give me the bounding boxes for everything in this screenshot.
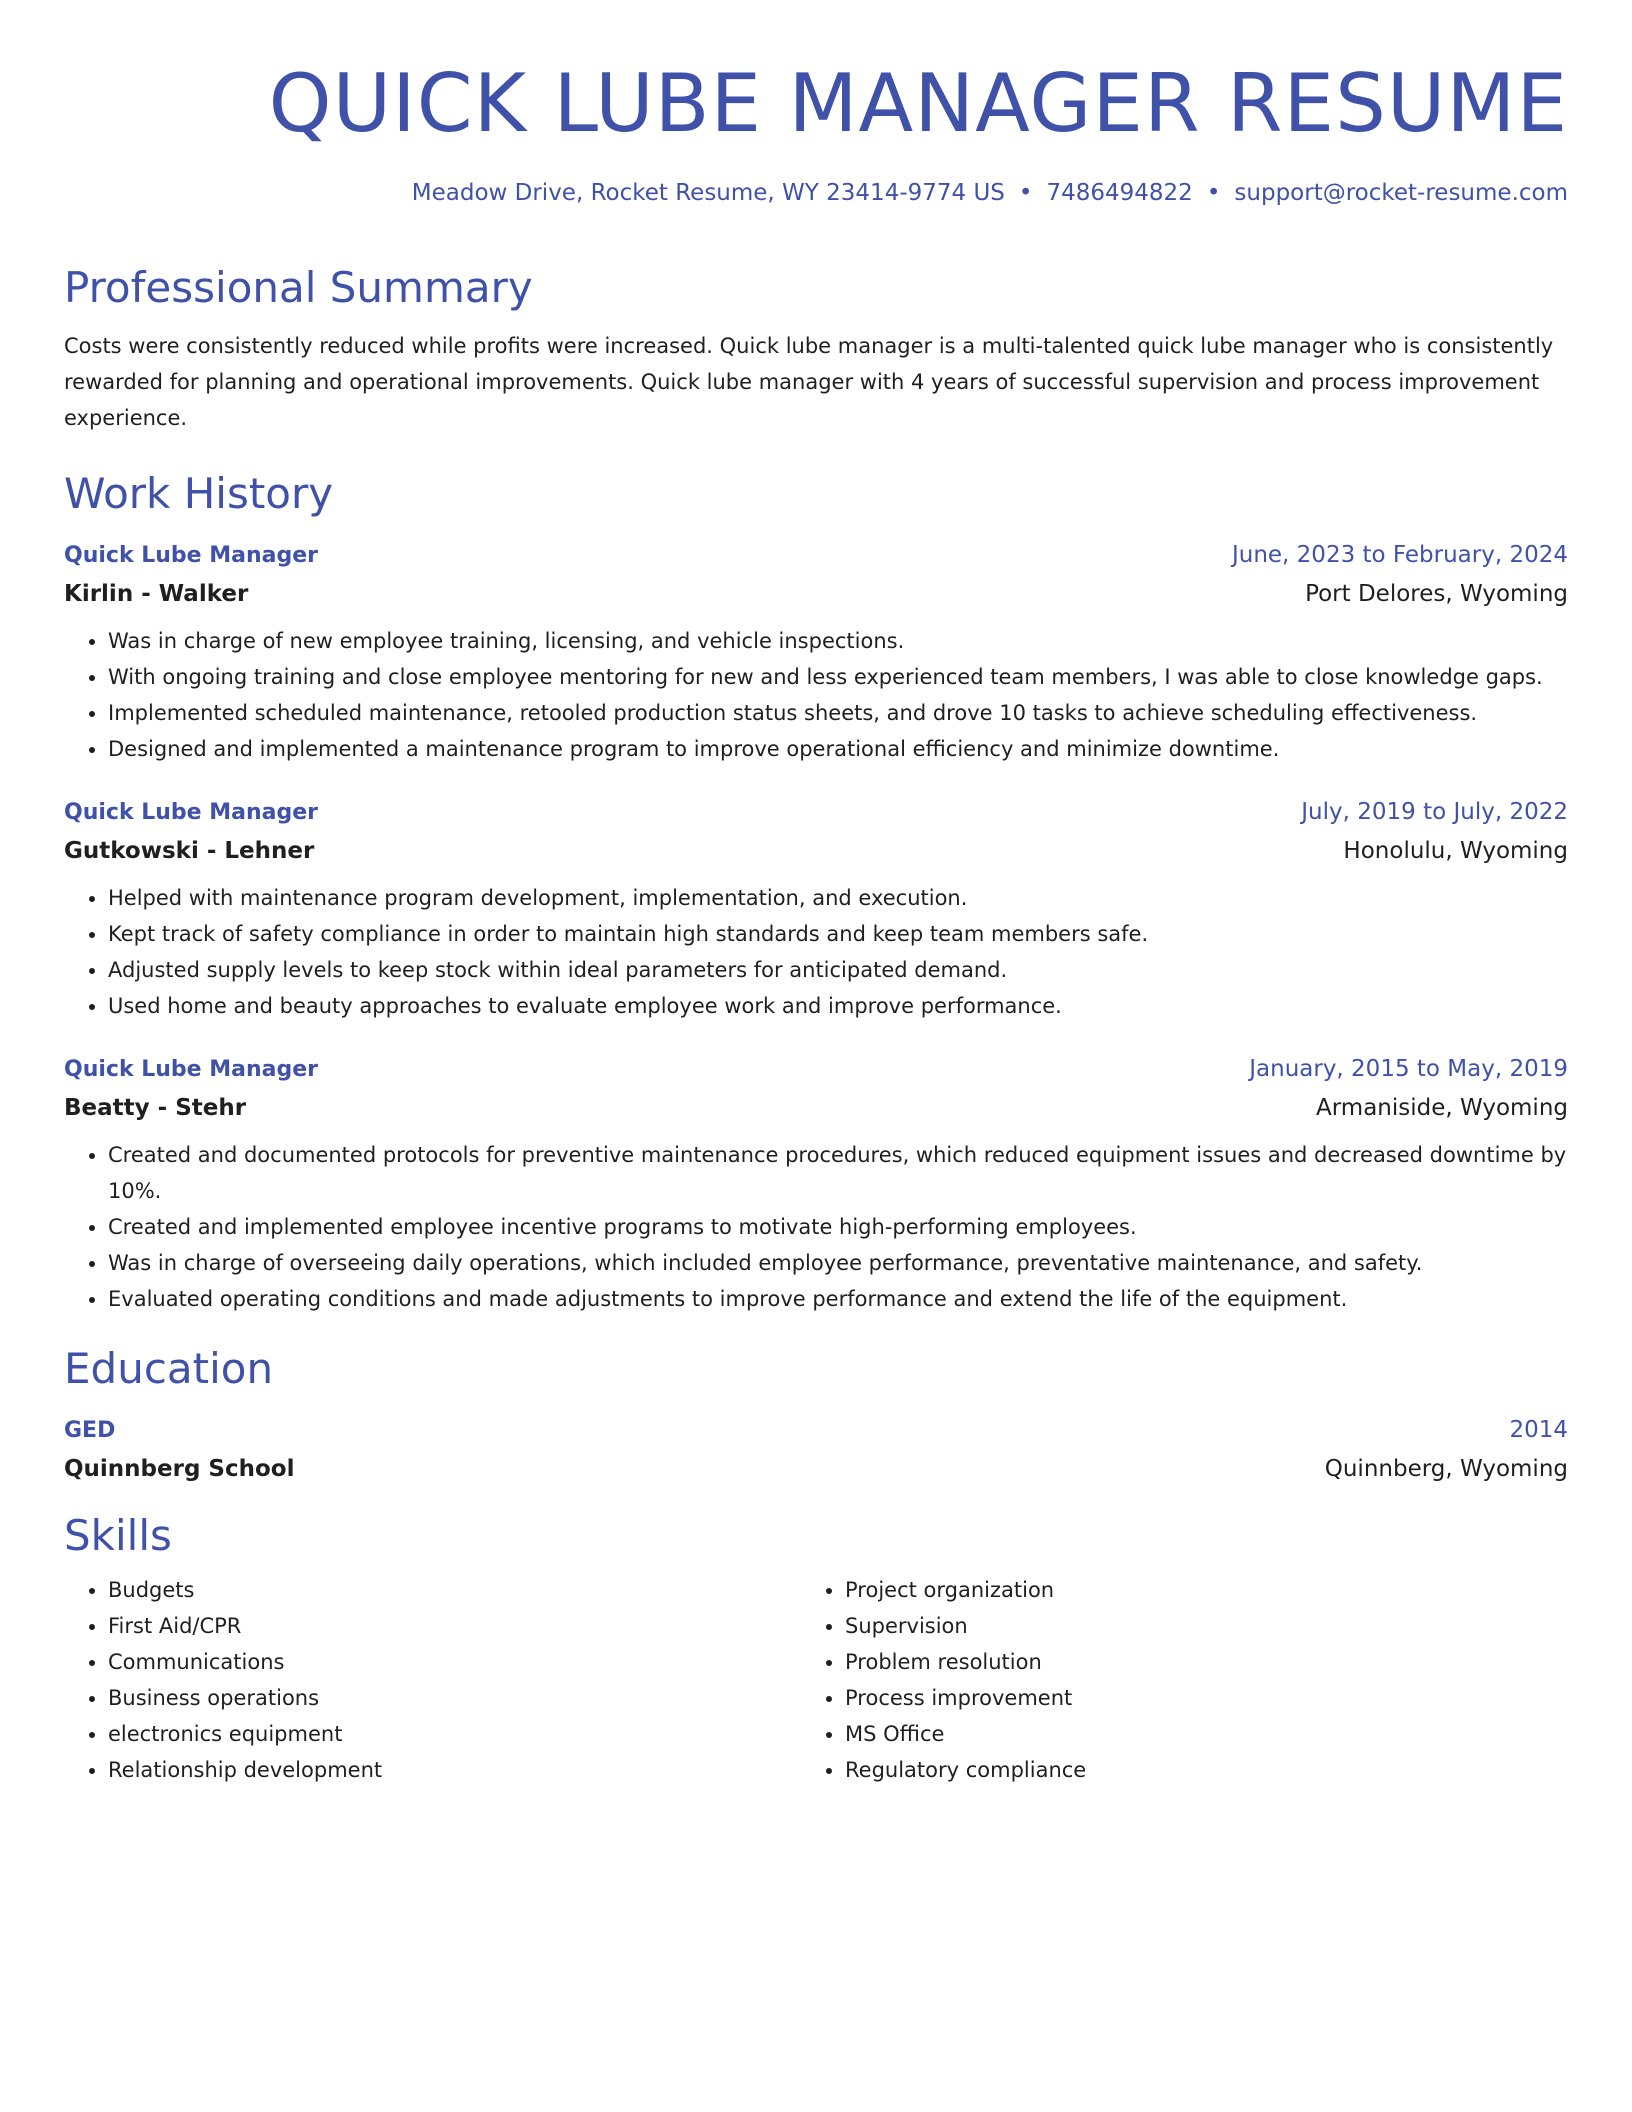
education-location: Quinnberg, Wyoming [1324,1456,1568,1482]
contact-separator: • [1206,180,1221,206]
job-title: Quick Lube Manager [64,1057,319,1082]
job-location: Honolulu, Wyoming [1343,838,1568,864]
education-school: Quinnberg School [64,1456,295,1482]
list-item: • Adjusted supply levels to keep stock within ideal parameters for anticipated demand. [108,952,1568,988]
skill-item: • Supervision [845,1608,1553,1644]
list-item: • Was in charge of new employee training, licensing, and vehicle inspections. [108,623,1568,659]
education-heading: Education [64,1344,274,1393]
summary-section [64,262,1568,436]
job-dates: July, 2019 to July, 2022 [1301,799,1568,825]
skill-item: • Business operations [108,1680,801,1716]
job-title: Quick Lube Manager [64,800,319,825]
list-item: • With ongoing training and close employee mentoring for new and less experienced team members, I was able to close knowledge gaps. [108,659,1568,695]
list-item: • Helped with maintenance program development, implementation, and execution. [108,880,1568,916]
job-company: Beatty - Stehr [64,1095,247,1121]
job-entry [64,1050,1568,1317]
skill-item: • Relationship development [108,1752,801,1788]
list-item: • Implemented scheduled maintenance, retooled production status sheets, and drove 10 tasks to achieve scheduling effectiveness. [108,695,1568,731]
skill-item: • Problem resolution [845,1644,1553,1680]
list-item: • Was in charge of overseeing daily operations, which included employee performance, preventative maintenance, and safety. [108,1245,1568,1281]
summary-text: Costs were consistently reduced while profits were increased. Quick lube manager is a multi-talented quick lube manager who is consistently rewarded for planning and operational improvements. Quick lube manager with 4 years of successful supervision and process improvement experience. [64,334,1554,430]
summary-heading: Professional Summary [64,263,533,312]
list-item: • Kept track of safety compliance in order to maintain high standards and keep team members safe. [108,916,1568,952]
list-item: • Used home and beauty approaches to evaluate employee work and improve performance. [108,988,1568,1024]
work-history-section [64,468,1568,1317]
skills-columns [64,1572,1568,1788]
education-section [64,1343,1568,1488]
job-bullets [64,1137,1568,1317]
skill-item: • electronics equipment [108,1716,801,1752]
skill-item: • First Aid/CPR [108,1608,801,1644]
job-bullets [64,623,1568,767]
education-year: 2014 [1509,1417,1568,1443]
list-item: • Evaluated operating conditions and made adjustments to improve performance and extend the life of the equipment. [108,1281,1568,1317]
contact-address: Meadow Drive, Rocket Resume, WY 23414-9774 US [411,180,1005,206]
education-entry [64,1411,1568,1488]
list-item: • Designed and implemented a maintenance program to improve operational efficiency and minimize downtime. [108,731,1568,767]
job-location: Armaniside, Wyoming [1316,1095,1568,1121]
skill-item: • MS Office [845,1716,1553,1752]
work-history-heading: Work History [64,469,334,518]
list-item: • Created and implemented employee incentive programs to motivate high-performing employees. [108,1209,1568,1245]
education-degree: GED [64,1418,116,1443]
skill-item: • Process improvement [845,1680,1553,1716]
contact-email: support@rocket-resume.com [1234,180,1568,206]
job-dates: January, 2015 to May, 2019 [1249,1056,1568,1082]
skills-heading: Skills [64,1511,172,1560]
job-entry [64,536,1568,767]
contact-separator: • [1018,180,1033,206]
job-bullets [64,880,1568,1024]
skills-list-left [64,1572,801,1788]
skills-list-right [801,1572,1553,1788]
list-item: • Created and documented protocols for preventive maintenance procedures, which reduced equipment issues and decreased downtime by 10%. [108,1137,1568,1209]
skill-item: • Budgets [108,1572,801,1608]
job-company: Kirlin - Walker [64,581,249,607]
job-dates: June, 2023 to February, 2024 [1231,542,1568,568]
job-company: Gutkowski - Lehner [64,838,315,864]
skill-item: • Regulatory compliance [845,1752,1553,1788]
contact-phone: 7486494822 [1046,180,1193,206]
skill-item: • Communications [108,1644,801,1680]
resume-title: QUICK LUBE MANAGER RESUME [268,57,1568,150]
job-location: Port Delores, Wyoming [1305,581,1568,607]
skill-item: • Project organization [845,1572,1553,1608]
job-entry [64,793,1568,1024]
skills-section [64,1510,1568,1788]
contact-line [64,178,1568,208]
job-title: Quick Lube Manager [64,543,319,568]
